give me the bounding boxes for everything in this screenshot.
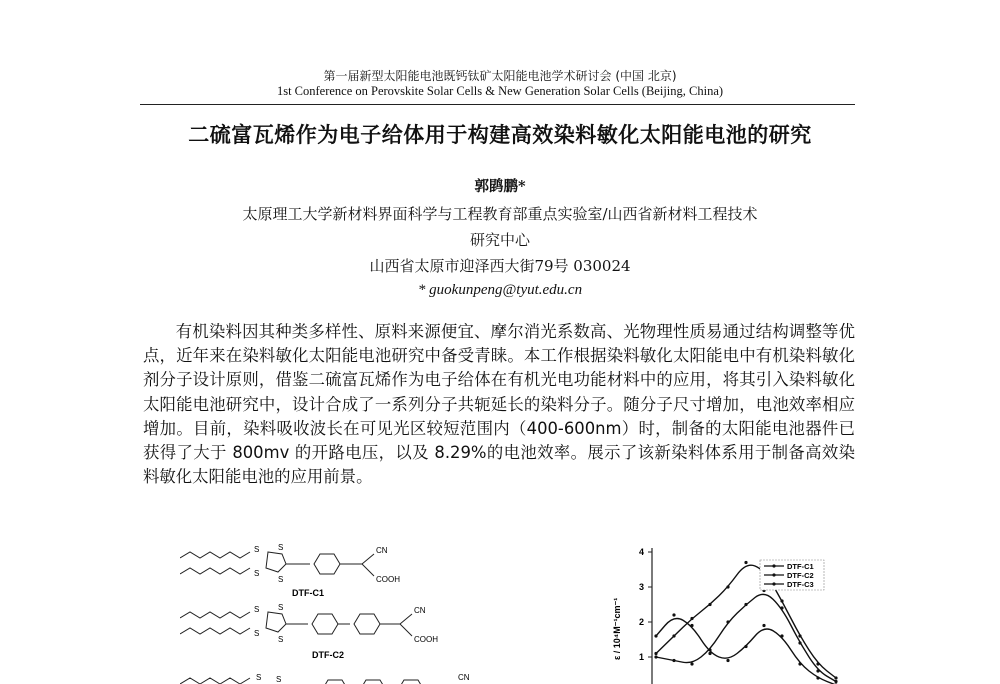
- sulfur-atom: S: [256, 673, 262, 682]
- structure-dtf-c3-partial: [180, 678, 424, 684]
- absorption-chart: [600, 540, 840, 684]
- data-point-dtf-c1: [744, 645, 747, 648]
- legend-label: DTF-C3: [787, 580, 814, 589]
- data-point-dtf-c2: [672, 659, 675, 662]
- y-tick-label: 2: [639, 617, 645, 627]
- data-point-dtf-c2: [726, 620, 729, 623]
- molecular-structures-figure: [180, 540, 480, 684]
- carboxyl-group: COOH: [414, 635, 438, 644]
- benzene-ring: [312, 614, 338, 634]
- paper-title: 二硫富瓦烯作为电子给体用于构建高效染料敏化太阳能电池的研究: [188, 123, 812, 147]
- data-point-dtf-c1: [690, 624, 693, 627]
- sulfur-atom: S: [278, 543, 284, 552]
- alkyl-chain-lower: [180, 628, 250, 634]
- abstract-text: 有机染料因其种类多样性、原料来源便宜、摩尔消光系数高、光物理性质易通过结构调整等优点，近年来在染料敏化太阳能电池研究中备受青睐。本工作根据染料敏化太阳能电中有机染料敏化剂分子设计原则，借鉴二硫富瓦烯作为电子给体在有机光电功能材料中的应用，将其引入染料敏化太阳能电池研究中，设计合成了一系列分子共轭延长的染料分子。随分子尺寸增加，电池效率相应增加。目前，染料吸收波长在可见光区较短范围内（400-600nm）时，制备的太阳能电池器件已获得了大于 800mv 的开路电压，以及 8.29%的电池效率。展示了该新染料体系用于制备高效染料敏化太阳能电池的应用前景。: [143, 322, 855, 487]
- legend-marker: [772, 573, 775, 576]
- data-point-dtf-c1: [726, 659, 729, 662]
- legend-marker: [772, 564, 775, 567]
- sulfur-atom: S: [254, 629, 260, 638]
- data-point-dtf-c3: [690, 617, 693, 620]
- cyano-group: CN: [414, 606, 426, 615]
- conference-header-en: 1st Conference on Perovskite Solar Cells & New Generation Solar Cells (Beijing, China): [276, 84, 724, 98]
- affiliation-line-1: 太原理工大学新材料界面科学与工程教育部重点实验室/山西省新材料工程技术: [242, 205, 758, 223]
- y-tick-label: 4: [639, 547, 645, 557]
- sulfur-atom: S: [276, 675, 282, 684]
- y-tick-label: 3: [639, 582, 645, 592]
- data-point-dtf-c2: [798, 641, 801, 644]
- data-point-dtf-c3: [708, 603, 711, 606]
- structure-label-dtf-c1: DTF-C1: [292, 588, 324, 598]
- data-point-dtf-c2: [708, 648, 711, 651]
- data-point-dtf-c2: [690, 662, 693, 665]
- structure-dtf-c1: [180, 552, 374, 576]
- data-point-dtf-c2: [816, 669, 819, 672]
- legend-label: DTF-C1: [787, 562, 814, 571]
- data-point-dtf-c1: [762, 624, 765, 627]
- header-rule: [140, 104, 855, 105]
- cyano-group: CN: [376, 546, 388, 555]
- sulfur-atom: S: [254, 569, 260, 578]
- data-point-dtf-c2: [780, 606, 783, 609]
- author-name: 郭鹍鹏*: [474, 178, 526, 195]
- sulfur-atom: S: [254, 545, 260, 554]
- data-point-dtf-c2: [834, 680, 837, 683]
- conference-header-cn: 第一届新型太阳能电池既钙钛矿太阳能电池学术研讨会 (中国 北京): [323, 69, 677, 83]
- sulfur-atom: S: [278, 635, 284, 644]
- data-point-dtf-c3: [780, 599, 783, 602]
- legend: [760, 560, 824, 590]
- email-link[interactable]: * guokunpeng@tyut.edu.cn: [417, 282, 583, 298]
- legend-label: DTF-C2: [787, 571, 814, 580]
- data-point-dtf-c1: [780, 634, 783, 637]
- benzene-ring: [360, 680, 386, 684]
- cyano-group: CN: [458, 673, 470, 682]
- y-ticks: [639, 547, 652, 662]
- sulfur-atom: S: [278, 603, 284, 612]
- dithiole-ring: [266, 552, 286, 572]
- data-point-dtf-c3: [744, 561, 747, 564]
- benzene-ring: [314, 554, 340, 574]
- data-point-dtf-c3: [834, 676, 837, 679]
- dithiole-ring: [266, 612, 286, 632]
- y-tick-label: 1: [639, 652, 645, 662]
- y-axis-label: ε / 10⁴M⁻¹cm⁻¹: [612, 597, 622, 660]
- series-line-dtf-c2: [656, 594, 836, 681]
- alkyl-chain-upper: [180, 612, 250, 618]
- address: 山西省太原市迎泽西大街79号 030024: [369, 257, 631, 275]
- data-point-dtf-c3: [654, 652, 657, 655]
- structure-label-dtf-c2: DTF-C2: [312, 650, 344, 660]
- data-point-dtf-c1: [816, 676, 819, 679]
- data-point-dtf-c2: [744, 603, 747, 606]
- alkyl-chain-upper: [180, 678, 250, 684]
- legend-marker: [772, 582, 775, 585]
- structure-dtf-c2: [180, 612, 412, 636]
- data-point-dtf-c1: [798, 662, 801, 665]
- data-point-dtf-c1: [672, 613, 675, 616]
- data-point-dtf-c1: [708, 652, 711, 655]
- alkyl-chain-lower: [180, 568, 250, 574]
- benzene-ring: [322, 680, 348, 684]
- sulfur-atom: S: [278, 575, 284, 584]
- carboxyl-group: COOH: [376, 575, 400, 584]
- data-point-dtf-c3: [816, 662, 819, 665]
- data-point-dtf-c3: [672, 634, 675, 637]
- data-point-dtf-c2: [654, 655, 657, 658]
- benzene-ring: [398, 680, 424, 684]
- data-point-dtf-c3: [726, 585, 729, 588]
- sulfur-atom: S: [254, 605, 260, 614]
- data-point-dtf-c3: [798, 634, 801, 637]
- alkyl-chain-upper: [180, 552, 250, 558]
- benzene-ring: [354, 614, 380, 634]
- data-point-dtf-c1: [654, 634, 657, 637]
- affiliation-line-2: 研究中心: [469, 231, 530, 249]
